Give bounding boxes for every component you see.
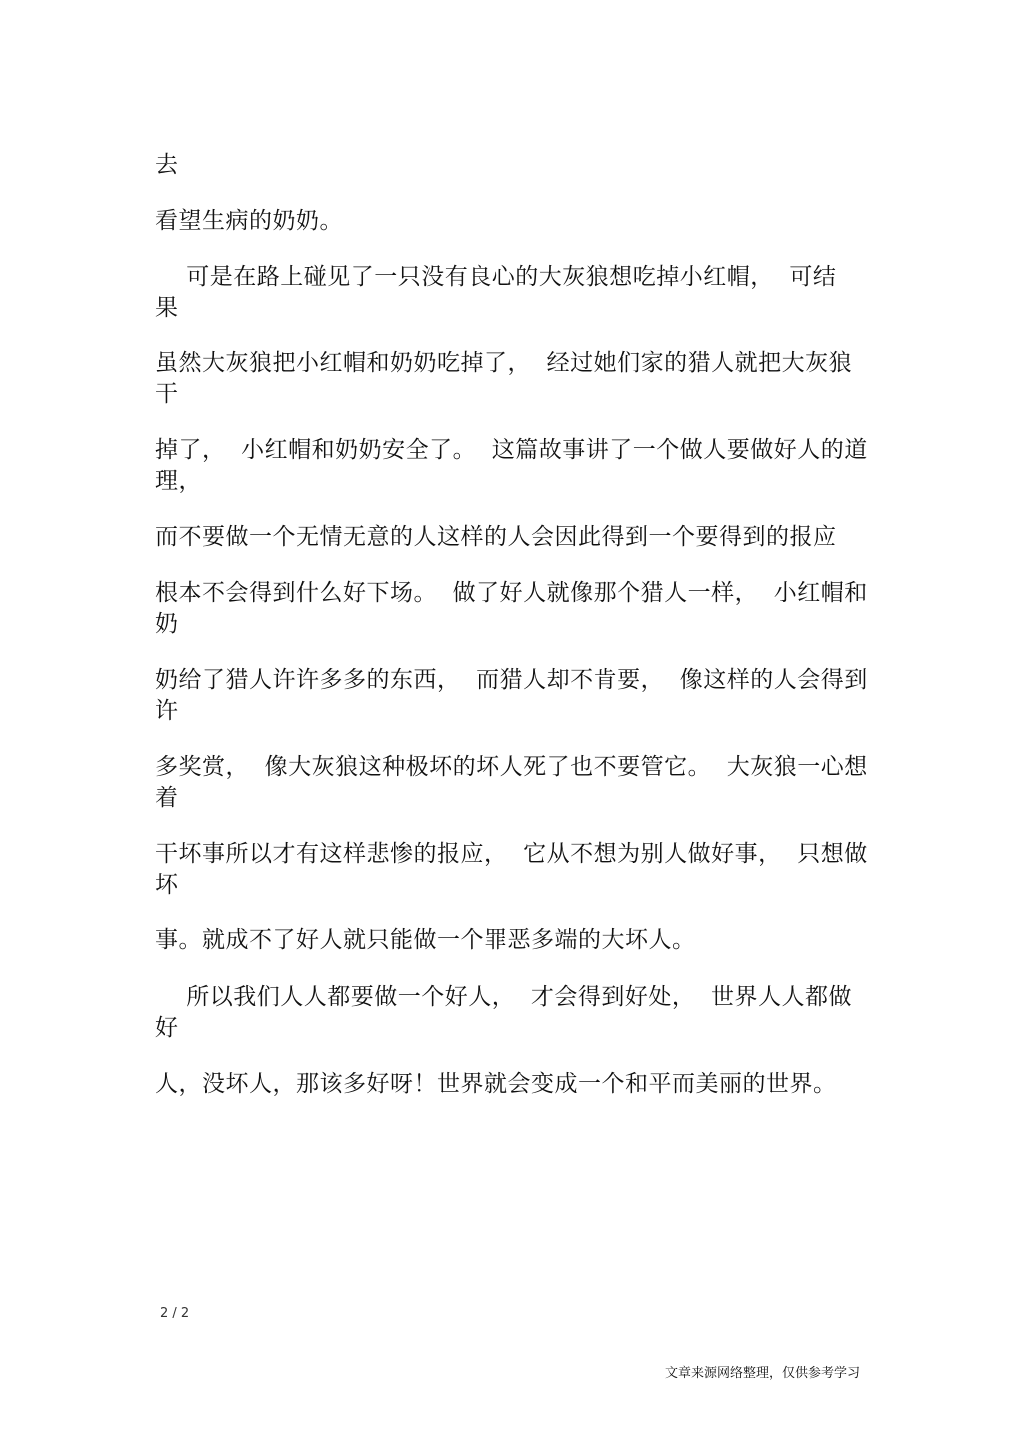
text-line: 干 <box>155 381 179 407</box>
text-line: 掉了， 小红帽和奶奶安全了。 这篇故事讲了一个做人要做好人的道 <box>155 437 868 463</box>
text-line: 可是在路上碰见了一只没有良心的大灰狼想吃掉小红帽， 可结 <box>155 264 837 290</box>
text-line: 多奖赏， 像大灰狼这种极坏的坏人死了也不要管它。 大灰狼一心想 <box>155 754 868 780</box>
text-line: 虽然大灰狼把小红帽和奶奶吃掉了， 经过她们家的猎人就把大灰狼 <box>155 350 853 376</box>
text-line: 许 <box>155 698 179 724</box>
text-line: 奶 <box>155 611 179 637</box>
text-line: 去 <box>155 152 179 178</box>
text-line: 奶给了猎人许许多多的东西， 而猎人却不肯要， 像这样的人会得到 <box>155 667 868 693</box>
source-note: 文章来源网络整理，仅供参考学习 <box>664 1366 860 1381</box>
text-line: 看望生病的奶奶。 <box>155 208 343 234</box>
page-number: 2 / 2 <box>160 1306 190 1321</box>
text-line: 果 <box>155 295 179 321</box>
text-line: 干坏事所以才有这样悲惨的报应， 它从不想为别人做好事， 只想做 <box>155 841 868 867</box>
text-line: 坏 <box>155 872 179 898</box>
text-line: 好 <box>155 1015 179 1041</box>
text-line: 理， <box>155 468 202 494</box>
text-line: 着 <box>155 785 179 811</box>
text-line: 而不要做一个无情无意的人这样的人会因此得到一个要得到的报应 <box>155 524 837 550</box>
text-line: 事。就成不了好人就只能做一个罪恶多端的大坏人。 <box>155 927 696 953</box>
text-line: 人，没坏人，那该多好呀！世界就会变成一个和平而美丽的世界。 <box>155 1071 837 1097</box>
text-line: 所以我们人人都要做一个好人， 才会得到好处， 世界人人都做 <box>155 984 852 1010</box>
text-line: 根本不会得到什么好下场。 做了好人就像那个猎人一样， 小红帽和 <box>155 580 868 606</box>
